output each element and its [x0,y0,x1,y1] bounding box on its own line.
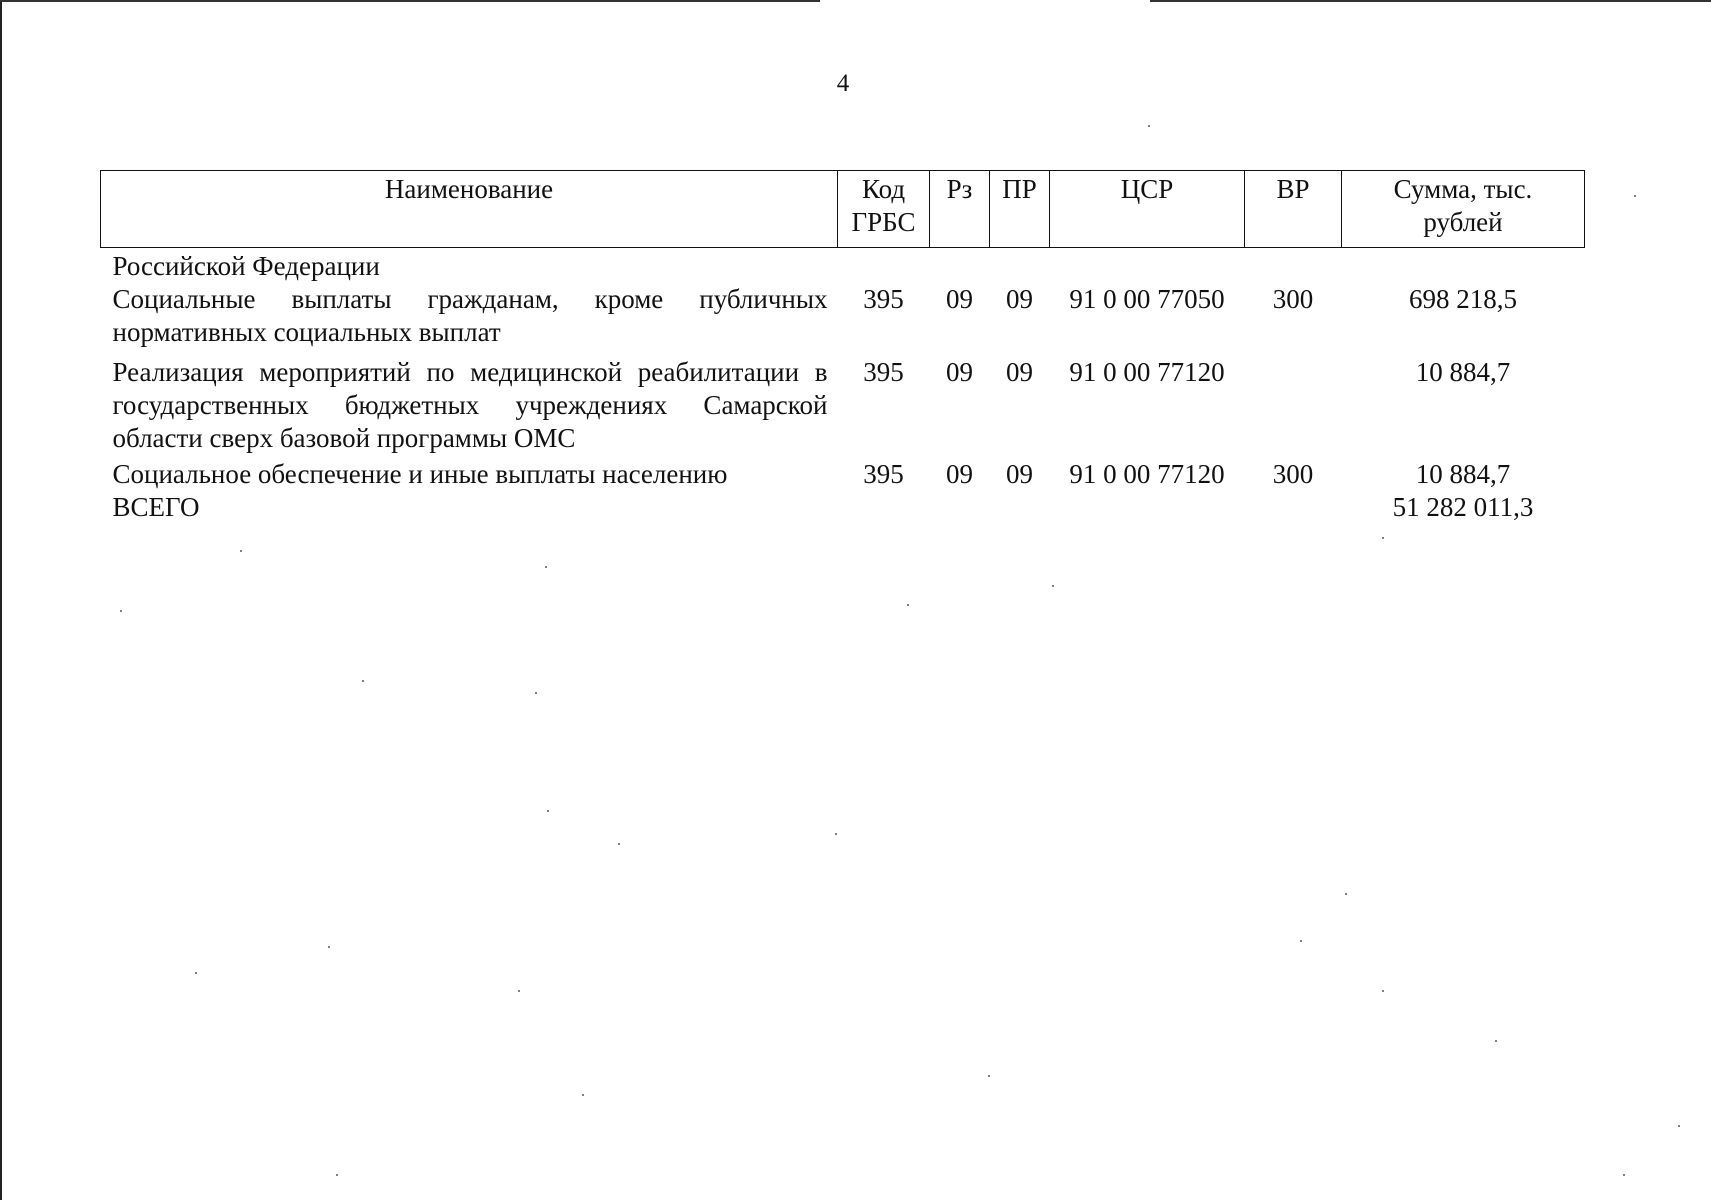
row-vr: 300 [1272,459,1314,489]
row-rz: 09 [946,357,973,387]
table-row [101,458,1585,491]
scan-speck [1148,125,1150,127]
scan-speck [120,610,122,612]
scan-speck [195,972,197,974]
page-edge-top-right [1150,0,1711,2]
page-edge-left [0,0,2,1200]
header-sum: Сумма, тыс. рублей [1342,171,1585,248]
row-csr: 91 0 00 77120 [1069,357,1225,387]
header-name: Наименование [101,171,838,248]
scan-speck [547,810,549,812]
scan-speck [362,680,364,682]
table-row [101,352,1585,458]
scan-speck [1300,940,1302,942]
row-name: Социальное обеспечение и иные выплаты населению [112,459,728,489]
continuation-text: Российской Федерации [112,251,380,281]
scan-speck [907,604,909,606]
scan-speck [988,1075,990,1077]
scan-speck [1382,537,1384,539]
scan-speck [1382,990,1384,992]
table-row [101,283,1585,352]
scan-speck [1495,1040,1497,1042]
scan-speck [1052,585,1054,587]
page-edge-top [0,0,820,2]
table-header-row [101,171,1585,248]
row-sum: 10 884,7 [1415,459,1511,489]
scan-speck [336,1174,338,1176]
header-vr: ВР [1245,171,1342,248]
row-csr: 91 0 00 77120 [1069,459,1225,489]
scan-speck [240,550,242,552]
row-sum: 10 884,7 [1415,357,1511,387]
total-sum: 51 282 011,3 [1392,492,1534,522]
row-kod: 395 [863,357,904,387]
row-vr [1245,352,1342,458]
row-vr: 300 [1272,284,1314,314]
header-pr: ПР [990,171,1050,248]
table-row-total [101,491,1585,524]
page-number: 4 [836,70,850,97]
scan-speck [835,833,837,835]
row-rz: 09 [946,284,973,314]
row-pr: 09 [1006,357,1033,387]
budget-table [100,170,1585,524]
scan-speck [1634,195,1636,197]
scan-speck [328,946,330,948]
row-kod: 395 [863,459,904,489]
row-kod: 395 [863,284,904,314]
table-row-continuation [101,248,1585,284]
scan-speck [1678,1125,1680,1127]
row-sum: 698 218,5 [1409,284,1517,314]
row-csr: 91 0 00 77050 [1069,284,1225,314]
header-rz: Рз [930,171,990,248]
scan-speck [1623,1174,1625,1176]
scan-speck [1345,893,1347,895]
header-csr: ЦСР [1050,171,1245,248]
scan-speck [535,692,537,694]
scan-speck [545,566,547,568]
row-rz: 09 [946,459,973,489]
scan-speck [518,990,520,992]
row-pr: 09 [1006,459,1033,489]
row-name: Реализация мероприятий по медицинской реабилитации в государственных бюджетных учреждениях Самарской области сверх базовой программы ОМС [112,357,828,453]
row-pr: 09 [1006,284,1033,314]
scan-speck [618,843,620,845]
total-label: ВСЕГО [112,492,200,522]
scan-speck [582,1094,584,1096]
header-kod: Код ГРБС [838,171,930,248]
row-name: Социальные выплаты гражданам, кроме публичных нормативных социальных выплат [112,284,828,347]
